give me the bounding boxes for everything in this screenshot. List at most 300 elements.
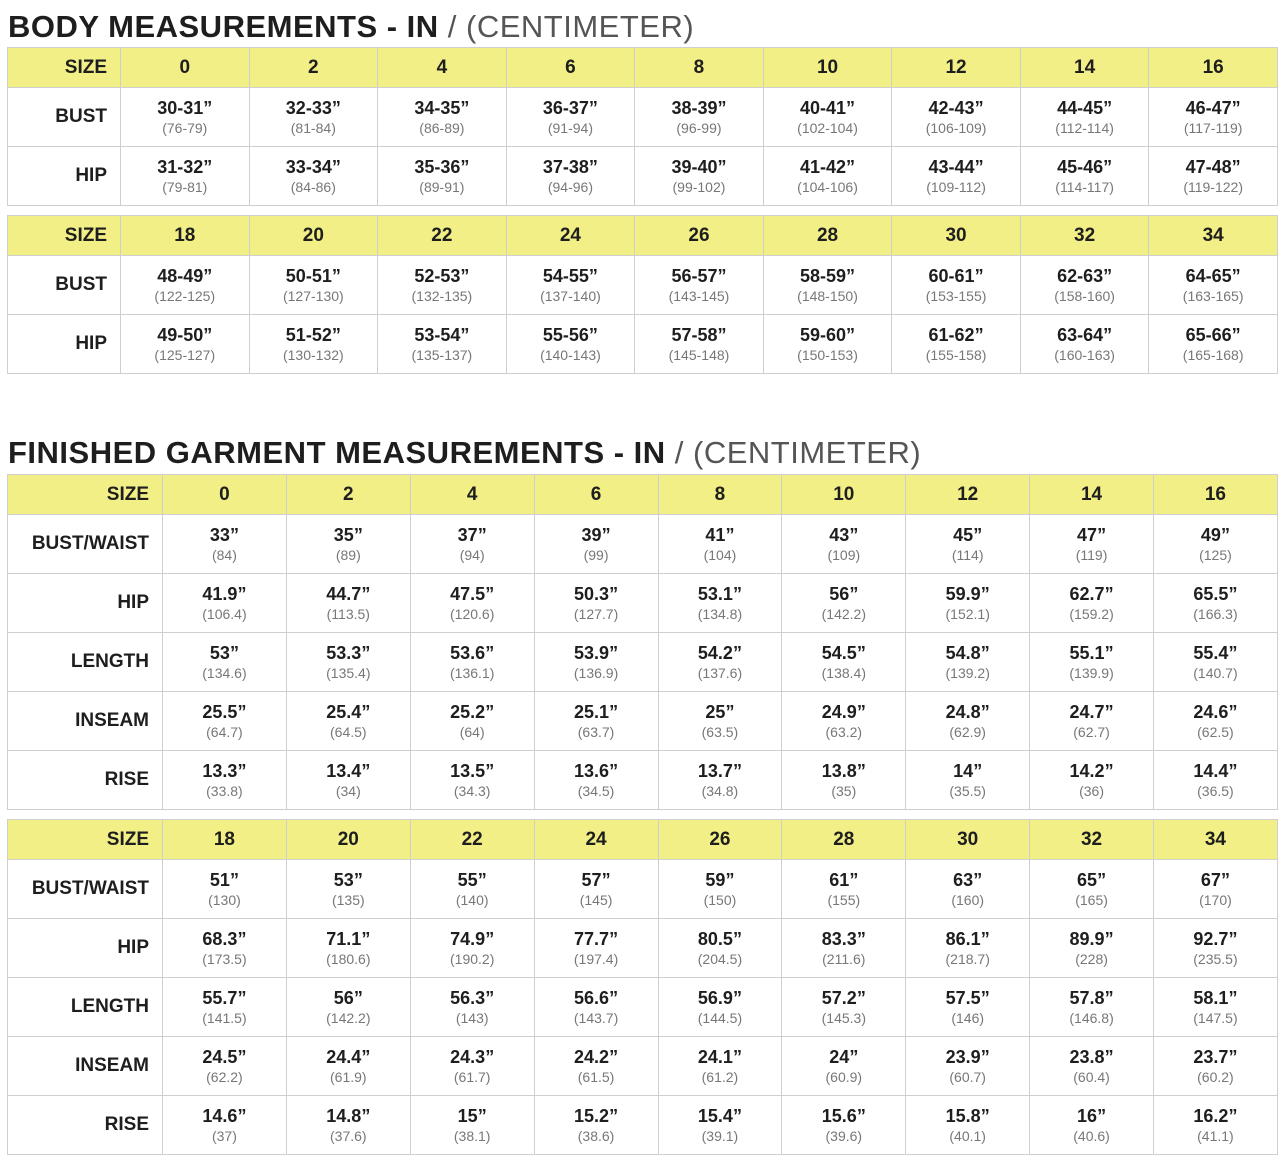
inch-value: 40-41” bbox=[799, 97, 856, 118]
measurement-cell bbox=[378, 256, 507, 315]
cm-value: (119-122) bbox=[1183, 178, 1243, 195]
inch-value: 45-46” bbox=[1057, 156, 1113, 177]
inch-value: 83.3” bbox=[821, 928, 866, 949]
measurement-cell bbox=[1154, 978, 1278, 1037]
measurement-cell bbox=[506, 256, 635, 315]
measurement-cell bbox=[534, 751, 658, 810]
inch-value: 35-36” bbox=[414, 156, 470, 177]
measurement-cell bbox=[782, 751, 906, 810]
inch-value: 39” bbox=[581, 524, 611, 545]
size-value: 10 bbox=[763, 48, 892, 88]
inch-value: 25.1” bbox=[574, 701, 619, 722]
garment-title-unit: / (CENTIMETER) bbox=[665, 435, 922, 470]
body-measurements-table bbox=[7, 47, 1278, 374]
cm-value: (62.2) bbox=[206, 1068, 243, 1085]
inch-value: 16” bbox=[1077, 1105, 1107, 1126]
inch-value: 65” bbox=[1077, 869, 1107, 890]
cm-value: (104) bbox=[703, 546, 737, 563]
inch-value: 53” bbox=[209, 642, 239, 663]
inch-value: 41” bbox=[705, 524, 735, 545]
cm-value: (144.5) bbox=[697, 1009, 743, 1026]
cm-value: (140) bbox=[455, 891, 489, 908]
measurement-cell bbox=[658, 1096, 782, 1155]
measurement-cell bbox=[1154, 633, 1278, 692]
measurement-cell bbox=[658, 919, 782, 978]
size-value: 16 bbox=[1154, 475, 1278, 515]
cm-value: (137-140) bbox=[540, 287, 601, 304]
size-header-row bbox=[8, 48, 1278, 88]
size-value: 6 bbox=[534, 475, 658, 515]
cm-value: (145.3) bbox=[821, 1009, 866, 1026]
cm-value: (60.2) bbox=[1197, 1068, 1234, 1085]
inch-value: 24.4” bbox=[326, 1046, 371, 1067]
size-value: 32 bbox=[1030, 820, 1154, 860]
measurement-cell bbox=[763, 88, 892, 147]
inch-value: 15.2” bbox=[574, 1105, 619, 1126]
cm-value: (34.5) bbox=[577, 782, 615, 799]
measurement-cell bbox=[410, 919, 534, 978]
measurement-cell bbox=[163, 515, 287, 574]
inch-value: 58-59” bbox=[799, 265, 856, 286]
inch-value: 67” bbox=[1200, 869, 1230, 890]
inch-value: 24.7” bbox=[1069, 701, 1114, 722]
cm-value: (134.6) bbox=[202, 664, 247, 681]
inch-value: 13.5” bbox=[450, 760, 495, 781]
measurement-cell bbox=[782, 633, 906, 692]
measurement-cell bbox=[763, 147, 892, 206]
measurement-row bbox=[8, 751, 1278, 810]
inch-value: 53.3” bbox=[326, 642, 371, 663]
measurement-cell bbox=[635, 88, 764, 147]
measurement-cell bbox=[163, 1096, 287, 1155]
inch-value: 47-48” bbox=[1185, 156, 1241, 177]
inch-value: 77.7” bbox=[574, 928, 619, 949]
cm-value: (33.8) bbox=[206, 782, 243, 799]
garment-title-main: FINISHED GARMENT MEASUREMENTS - IN bbox=[8, 435, 666, 470]
inch-value: 24.6” bbox=[1193, 701, 1238, 722]
inch-value: 50-51” bbox=[285, 265, 341, 286]
cm-value: (170) bbox=[1199, 891, 1232, 908]
inch-value: 15” bbox=[457, 1105, 487, 1126]
measurement-cell bbox=[658, 860, 782, 919]
inch-value: 15.6” bbox=[821, 1105, 866, 1126]
inch-value: 24.5” bbox=[202, 1046, 247, 1067]
cm-value: (150-153) bbox=[797, 346, 858, 363]
size-value: 26 bbox=[658, 820, 782, 860]
inch-value: 24.1” bbox=[697, 1046, 742, 1067]
inch-value: 55” bbox=[457, 869, 487, 890]
measurement-cell bbox=[635, 256, 764, 315]
inch-value: 59-60” bbox=[799, 324, 856, 345]
inch-value: 53.9” bbox=[574, 642, 619, 663]
cm-value: (38.6) bbox=[577, 1127, 615, 1144]
cm-value: (148-150) bbox=[797, 287, 858, 304]
cm-value: (155) bbox=[827, 891, 861, 908]
size-value: 32 bbox=[1020, 216, 1149, 256]
cm-value: (137.6) bbox=[697, 664, 743, 681]
measurement-cell bbox=[658, 751, 782, 810]
size-value: 20 bbox=[286, 820, 410, 860]
measurement-cell bbox=[534, 1096, 658, 1155]
size-header-row bbox=[8, 820, 1278, 860]
cm-value: (150) bbox=[703, 891, 737, 908]
cm-value: (173.5) bbox=[202, 950, 247, 967]
inch-value: 92.7” bbox=[1193, 928, 1238, 949]
cm-value: (153-155) bbox=[925, 287, 987, 304]
measurement-cell bbox=[906, 978, 1030, 1037]
measurement-label: INSEAM bbox=[8, 692, 163, 751]
cm-value: (130-132) bbox=[282, 346, 344, 363]
measurement-label: HIP bbox=[8, 315, 121, 374]
measurement-cell bbox=[534, 860, 658, 919]
measurement-row bbox=[8, 692, 1278, 751]
size-value: 18 bbox=[121, 216, 250, 256]
cm-value: (36) bbox=[1079, 782, 1105, 799]
measurement-cell bbox=[1149, 256, 1278, 315]
measurement-cell bbox=[286, 919, 410, 978]
inch-value: 41-42” bbox=[799, 156, 856, 177]
measurement-label: BUST/WAIST bbox=[8, 860, 163, 919]
inch-value: 51-52” bbox=[285, 324, 341, 345]
inch-value: 55.4” bbox=[1193, 642, 1238, 663]
inch-value: 86.1” bbox=[945, 928, 990, 949]
inch-value: 13.3” bbox=[202, 760, 247, 781]
measurement-cell bbox=[163, 633, 287, 692]
inch-value: 14” bbox=[953, 760, 983, 781]
measurement-cell bbox=[534, 515, 658, 574]
measurement-cell bbox=[1154, 1096, 1278, 1155]
measurement-cell bbox=[1030, 1096, 1154, 1155]
size-value: 4 bbox=[378, 48, 507, 88]
inch-value: 23.9” bbox=[945, 1046, 990, 1067]
measurement-cell bbox=[658, 692, 782, 751]
measurement-cell bbox=[410, 751, 534, 810]
measurement-label: BUST/WAIST bbox=[8, 515, 163, 574]
inch-value: 55.7” bbox=[202, 987, 247, 1008]
cm-value: (145) bbox=[579, 891, 613, 908]
cm-value: (35.5) bbox=[949, 782, 986, 799]
cm-value: (40.1) bbox=[949, 1127, 986, 1144]
inch-value: 57” bbox=[581, 869, 611, 890]
size-value: 26 bbox=[635, 216, 764, 256]
size-header-row bbox=[8, 216, 1278, 256]
inch-value: 47” bbox=[1077, 524, 1107, 545]
inch-value: 31-32” bbox=[157, 156, 213, 177]
inch-value: 25.5” bbox=[202, 701, 247, 722]
cm-value: (60.4) bbox=[1073, 1068, 1110, 1085]
measurement-cell bbox=[892, 147, 1021, 206]
inch-value: 24.8” bbox=[945, 701, 990, 722]
cm-value: (117-119) bbox=[1183, 119, 1243, 136]
measurement-label: RISE bbox=[8, 1096, 163, 1155]
inch-value: 46-47” bbox=[1185, 97, 1241, 118]
measurement-cell bbox=[286, 633, 410, 692]
measurement-cell bbox=[658, 633, 782, 692]
measurement-cell bbox=[121, 256, 250, 315]
inch-value: 56.6” bbox=[574, 987, 619, 1008]
cm-value: (62.9) bbox=[949, 723, 986, 740]
cm-value: (211.6) bbox=[822, 950, 866, 967]
cm-value: (38.1) bbox=[453, 1127, 491, 1144]
inch-value: 56.9” bbox=[697, 987, 742, 1008]
inch-value: 52-53” bbox=[414, 265, 470, 286]
measurement-cell bbox=[286, 692, 410, 751]
cm-value: (61.7) bbox=[453, 1068, 491, 1085]
measurement-cell bbox=[163, 751, 287, 810]
cm-value: (160-163) bbox=[1054, 346, 1115, 363]
cm-value: (120.6) bbox=[450, 605, 495, 622]
cm-value: (94-96) bbox=[547, 178, 593, 195]
cm-value: (76-79) bbox=[162, 119, 208, 136]
cm-value: (62.5) bbox=[1197, 723, 1234, 740]
inch-value: 59” bbox=[705, 869, 735, 890]
cm-value: (134.8) bbox=[697, 605, 743, 622]
measurement-cell bbox=[1154, 515, 1278, 574]
cm-value: (114-117) bbox=[1055, 178, 1114, 195]
measurement-cell bbox=[782, 574, 906, 633]
inch-value: 57.8” bbox=[1069, 987, 1114, 1008]
cm-value: (63.2) bbox=[825, 723, 863, 740]
cm-value: (84) bbox=[211, 546, 237, 563]
cm-value: (96-99) bbox=[676, 119, 722, 136]
measurement-cell bbox=[506, 315, 635, 374]
measurement-cell bbox=[658, 1037, 782, 1096]
inch-value: 25” bbox=[705, 701, 735, 722]
inch-value: 39-40” bbox=[671, 156, 727, 177]
cm-value: (104-106) bbox=[797, 178, 858, 195]
inch-value: 41.9” bbox=[202, 583, 247, 604]
inch-value: 51” bbox=[209, 869, 239, 890]
inch-value: 56.3” bbox=[450, 987, 495, 1008]
cm-value: (125) bbox=[1199, 546, 1232, 563]
cm-value: (140.7) bbox=[1193, 664, 1238, 681]
size-value: 20 bbox=[249, 216, 378, 256]
measurement-row bbox=[8, 919, 1278, 978]
inch-value: 32-33” bbox=[285, 97, 341, 118]
inch-value: 13.6” bbox=[574, 760, 619, 781]
cm-value: (165) bbox=[1075, 891, 1108, 908]
cm-value: (218.7) bbox=[945, 950, 990, 967]
inch-value: 23.7” bbox=[1193, 1046, 1238, 1067]
garment-measurements-table bbox=[7, 474, 1278, 1155]
inch-value: 15.4” bbox=[697, 1105, 742, 1126]
size-value: 8 bbox=[635, 48, 764, 88]
cm-value: (99-102) bbox=[672, 178, 726, 195]
measurement-cell bbox=[906, 1096, 1030, 1155]
inch-value: 50.3” bbox=[574, 583, 619, 604]
cm-value: (40.6) bbox=[1073, 1127, 1110, 1144]
cm-value: (135.4) bbox=[326, 664, 371, 681]
measurement-row bbox=[8, 515, 1278, 574]
measurement-cell bbox=[286, 751, 410, 810]
cm-value: (152.1) bbox=[945, 605, 990, 622]
measurement-cell bbox=[410, 574, 534, 633]
cm-value: (41.1) bbox=[1197, 1127, 1234, 1144]
measurement-cell bbox=[763, 315, 892, 374]
measurement-cell bbox=[782, 919, 906, 978]
cm-value: (113.5) bbox=[326, 605, 370, 622]
measurement-cell bbox=[410, 1037, 534, 1096]
measurement-cell bbox=[534, 633, 658, 692]
measurement-label: LENGTH bbox=[8, 978, 163, 1037]
measurement-cell bbox=[635, 147, 764, 206]
inch-value: 14.2” bbox=[1069, 760, 1114, 781]
inch-value: 25.2” bbox=[450, 701, 495, 722]
inch-value: 61-62” bbox=[928, 324, 984, 345]
cm-value: (37) bbox=[211, 1127, 237, 1144]
measurement-cell bbox=[121, 315, 250, 374]
size-value: 30 bbox=[906, 820, 1030, 860]
inch-value: 15.8” bbox=[945, 1105, 990, 1126]
cm-value: (34) bbox=[335, 782, 361, 799]
inch-value: 30-31” bbox=[157, 97, 213, 118]
measurement-cell bbox=[892, 256, 1021, 315]
measurement-cell bbox=[410, 978, 534, 1037]
cm-value: (109) bbox=[827, 546, 861, 563]
inch-value: 57-58” bbox=[671, 324, 727, 345]
cm-value: (160) bbox=[951, 891, 985, 908]
size-value: 6 bbox=[506, 48, 635, 88]
inch-value: 55.1” bbox=[1069, 642, 1114, 663]
cm-value: (163-165) bbox=[1182, 287, 1244, 304]
inch-value: 36-37” bbox=[542, 97, 598, 118]
inch-value: 89.9” bbox=[1069, 928, 1114, 949]
measurement-row bbox=[8, 256, 1278, 315]
measurement-cell bbox=[1020, 315, 1149, 374]
measurement-cell bbox=[782, 1037, 906, 1096]
measurement-cell bbox=[1149, 88, 1278, 147]
cm-value: (114) bbox=[951, 546, 984, 563]
cm-value: (102-104) bbox=[797, 119, 858, 136]
measurement-cell bbox=[410, 692, 534, 751]
cm-value: (159.2) bbox=[1069, 605, 1114, 622]
inch-value: 34-35” bbox=[414, 97, 470, 118]
measurement-label: INSEAM bbox=[8, 1037, 163, 1096]
measurement-cell bbox=[1020, 147, 1149, 206]
size-value: 24 bbox=[534, 820, 658, 860]
measurement-cell bbox=[1030, 515, 1154, 574]
measurement-row bbox=[8, 88, 1278, 147]
inch-value: 33-34” bbox=[285, 156, 341, 177]
cm-value: (64) bbox=[459, 723, 485, 740]
cm-value: (139.2) bbox=[945, 664, 990, 681]
measurement-cell bbox=[906, 919, 1030, 978]
size-value: 22 bbox=[410, 820, 534, 860]
cm-value: (138.4) bbox=[821, 664, 866, 681]
cm-value: (89-91) bbox=[419, 178, 465, 195]
inch-value: 62.7” bbox=[1069, 583, 1114, 604]
measurement-cell bbox=[782, 978, 906, 1037]
measurement-cell bbox=[1154, 860, 1278, 919]
measurement-cell bbox=[906, 515, 1030, 574]
measurement-label: HIP bbox=[8, 147, 121, 206]
measurement-cell bbox=[1154, 1037, 1278, 1096]
measurement-row bbox=[8, 1037, 1278, 1096]
inch-value: 57.5” bbox=[945, 987, 990, 1008]
measurement-cell bbox=[410, 633, 534, 692]
inch-value: 53” bbox=[333, 869, 363, 890]
inch-value: 54.5” bbox=[821, 642, 866, 663]
cm-value: (109-112) bbox=[926, 178, 986, 195]
cm-value: (91-94) bbox=[547, 119, 593, 136]
inch-value: 56” bbox=[333, 987, 363, 1008]
cm-value: (112-114) bbox=[1055, 119, 1114, 136]
measurement-cell bbox=[1154, 919, 1278, 978]
cm-value: (37.6) bbox=[330, 1127, 367, 1144]
measurement-cell bbox=[1020, 88, 1149, 147]
measurement-cell bbox=[1030, 978, 1154, 1037]
cm-value: (135-137) bbox=[411, 346, 473, 363]
inch-value: 49” bbox=[1200, 524, 1230, 545]
measurement-cell bbox=[1030, 751, 1154, 810]
size-value: 16 bbox=[1149, 48, 1278, 88]
measurement-cell bbox=[763, 256, 892, 315]
cm-value: (125-127) bbox=[154, 346, 216, 363]
cm-value: (61.9) bbox=[330, 1068, 367, 1085]
inch-value: 56” bbox=[829, 583, 859, 604]
size-value: 12 bbox=[906, 475, 1030, 515]
cm-value: (143) bbox=[455, 1009, 489, 1026]
measurement-label: BUST bbox=[8, 256, 121, 315]
measurement-cell bbox=[378, 315, 507, 374]
cm-value: (142.2) bbox=[821, 605, 866, 622]
cm-value: (135) bbox=[331, 891, 365, 908]
inch-value: 13.4” bbox=[326, 760, 371, 781]
measurement-cell bbox=[1030, 919, 1154, 978]
measurement-cell bbox=[534, 978, 658, 1037]
size-value: 2 bbox=[286, 475, 410, 515]
measurement-cell bbox=[906, 860, 1030, 919]
cm-value: (143.7) bbox=[573, 1009, 619, 1026]
inch-value: 53.1” bbox=[697, 583, 742, 604]
measurement-cell bbox=[286, 574, 410, 633]
inch-value: 23.8” bbox=[1069, 1046, 1114, 1067]
size-header-row bbox=[8, 475, 1278, 515]
size-value: 14 bbox=[1020, 48, 1149, 88]
inch-value: 24.9” bbox=[821, 701, 866, 722]
measurement-cell bbox=[1149, 315, 1278, 374]
size-value: 18 bbox=[163, 820, 287, 860]
measurement-cell bbox=[378, 147, 507, 206]
measurement-row bbox=[8, 633, 1278, 692]
inch-value: 65.5” bbox=[1193, 583, 1238, 604]
measurement-cell bbox=[506, 88, 635, 147]
cm-value: (166.3) bbox=[1193, 605, 1238, 622]
inch-value: 14.6” bbox=[202, 1105, 247, 1126]
measurement-cell bbox=[1154, 692, 1278, 751]
inch-value: 54-55” bbox=[542, 265, 598, 286]
measurement-cell bbox=[782, 692, 906, 751]
cm-value: (204.5) bbox=[697, 950, 743, 967]
cm-value: (34.8) bbox=[701, 782, 739, 799]
inch-value: 55-56” bbox=[542, 324, 598, 345]
measurement-cell bbox=[163, 1037, 287, 1096]
cm-value: (197.4) bbox=[573, 950, 619, 967]
size-label: SIZE bbox=[8, 48, 121, 88]
measurement-cell bbox=[1030, 860, 1154, 919]
measurement-cell bbox=[534, 692, 658, 751]
cm-value: (64.7) bbox=[206, 723, 243, 740]
size-label: SIZE bbox=[8, 475, 163, 515]
measurement-label: LENGTH bbox=[8, 633, 163, 692]
inch-value: 80.5” bbox=[697, 928, 742, 949]
cm-value: (141.5) bbox=[202, 1009, 247, 1026]
cm-value: (94) bbox=[459, 546, 485, 563]
inch-value: 37” bbox=[457, 524, 487, 545]
measurement-label: RISE bbox=[8, 751, 163, 810]
inch-value: 54.2” bbox=[697, 642, 742, 663]
inch-value: 16.2” bbox=[1193, 1105, 1238, 1126]
